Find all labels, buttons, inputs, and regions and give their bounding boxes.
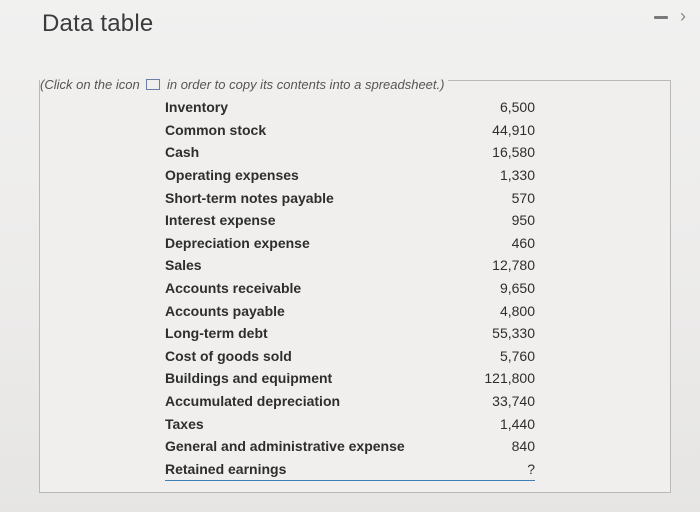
table-row bbox=[165, 412, 535, 435]
dialog-title: Data table bbox=[42, 10, 154, 37]
row-label: Common stock bbox=[165, 121, 267, 138]
row-value: 33,740 bbox=[492, 393, 535, 410]
row-label: Retained earnings bbox=[165, 458, 455, 481]
table-row bbox=[165, 435, 535, 458]
row-value: 9,650 bbox=[499, 280, 535, 297]
row-label: Inventory bbox=[165, 99, 229, 116]
instruction-prefix: (Click on the icon bbox=[40, 77, 140, 92]
row-label: Operating expenses bbox=[165, 167, 299, 184]
row-label: Accounts payable bbox=[165, 302, 285, 319]
row-label: Buildings and equipment bbox=[165, 370, 333, 387]
close-icon[interactable]: › bbox=[680, 6, 686, 26]
table-row bbox=[165, 96, 535, 119]
table-row bbox=[165, 254, 535, 277]
table-row bbox=[165, 232, 535, 255]
row-label: Cash bbox=[165, 144, 200, 161]
table-row bbox=[165, 367, 535, 390]
row-value: 5,760 bbox=[499, 347, 535, 364]
row-label: General and administrative expense bbox=[165, 438, 405, 455]
row-label: Taxes bbox=[165, 415, 204, 432]
row-value: 950 bbox=[511, 212, 535, 229]
table-row bbox=[165, 164, 535, 187]
row-value: 1,330 bbox=[499, 167, 535, 184]
row-label: Depreciation expense bbox=[165, 234, 310, 251]
row-value: 4,800 bbox=[499, 302, 535, 319]
row-value: 121,800 bbox=[484, 370, 535, 387]
table-row bbox=[165, 322, 535, 345]
row-value: 12,780 bbox=[492, 257, 535, 274]
financial-data-table bbox=[165, 96, 535, 481]
row-label: Accounts receivable bbox=[165, 280, 302, 297]
row-label: Cost of goods sold bbox=[165, 347, 292, 364]
table-row bbox=[165, 141, 535, 164]
minimize-icon[interactable] bbox=[654, 16, 668, 19]
table-row bbox=[165, 119, 535, 142]
row-value: ? bbox=[455, 458, 535, 481]
table-row bbox=[165, 277, 535, 300]
copy-to-spreadsheet-icon[interactable] bbox=[146, 79, 160, 90]
row-value: 460 bbox=[511, 234, 535, 251]
row-value: 16,580 bbox=[492, 144, 535, 161]
row-label: Short-term notes payable bbox=[165, 189, 334, 206]
table-row bbox=[165, 186, 535, 209]
row-label: Interest expense bbox=[165, 212, 276, 229]
row-label: Sales bbox=[165, 257, 202, 274]
row-value: 55,330 bbox=[492, 325, 535, 342]
row-value: 840 bbox=[511, 438, 535, 455]
table-row bbox=[165, 345, 535, 368]
row-value: 44,910 bbox=[492, 121, 535, 138]
table-row bbox=[165, 390, 535, 413]
table-row bbox=[165, 209, 535, 232]
table-row bbox=[165, 458, 535, 481]
instruction-suffix: in order to copy its contents into a spreadsheet.) bbox=[166, 77, 445, 92]
table-row bbox=[165, 299, 535, 322]
row-value: 6,500 bbox=[499, 99, 535, 116]
row-value: 1,440 bbox=[499, 415, 535, 432]
row-value: 570 bbox=[511, 189, 535, 206]
copy-instruction bbox=[40, 77, 448, 92]
row-label: Long-term debt bbox=[165, 325, 268, 342]
row-label: Accumulated depreciation bbox=[165, 393, 341, 410]
